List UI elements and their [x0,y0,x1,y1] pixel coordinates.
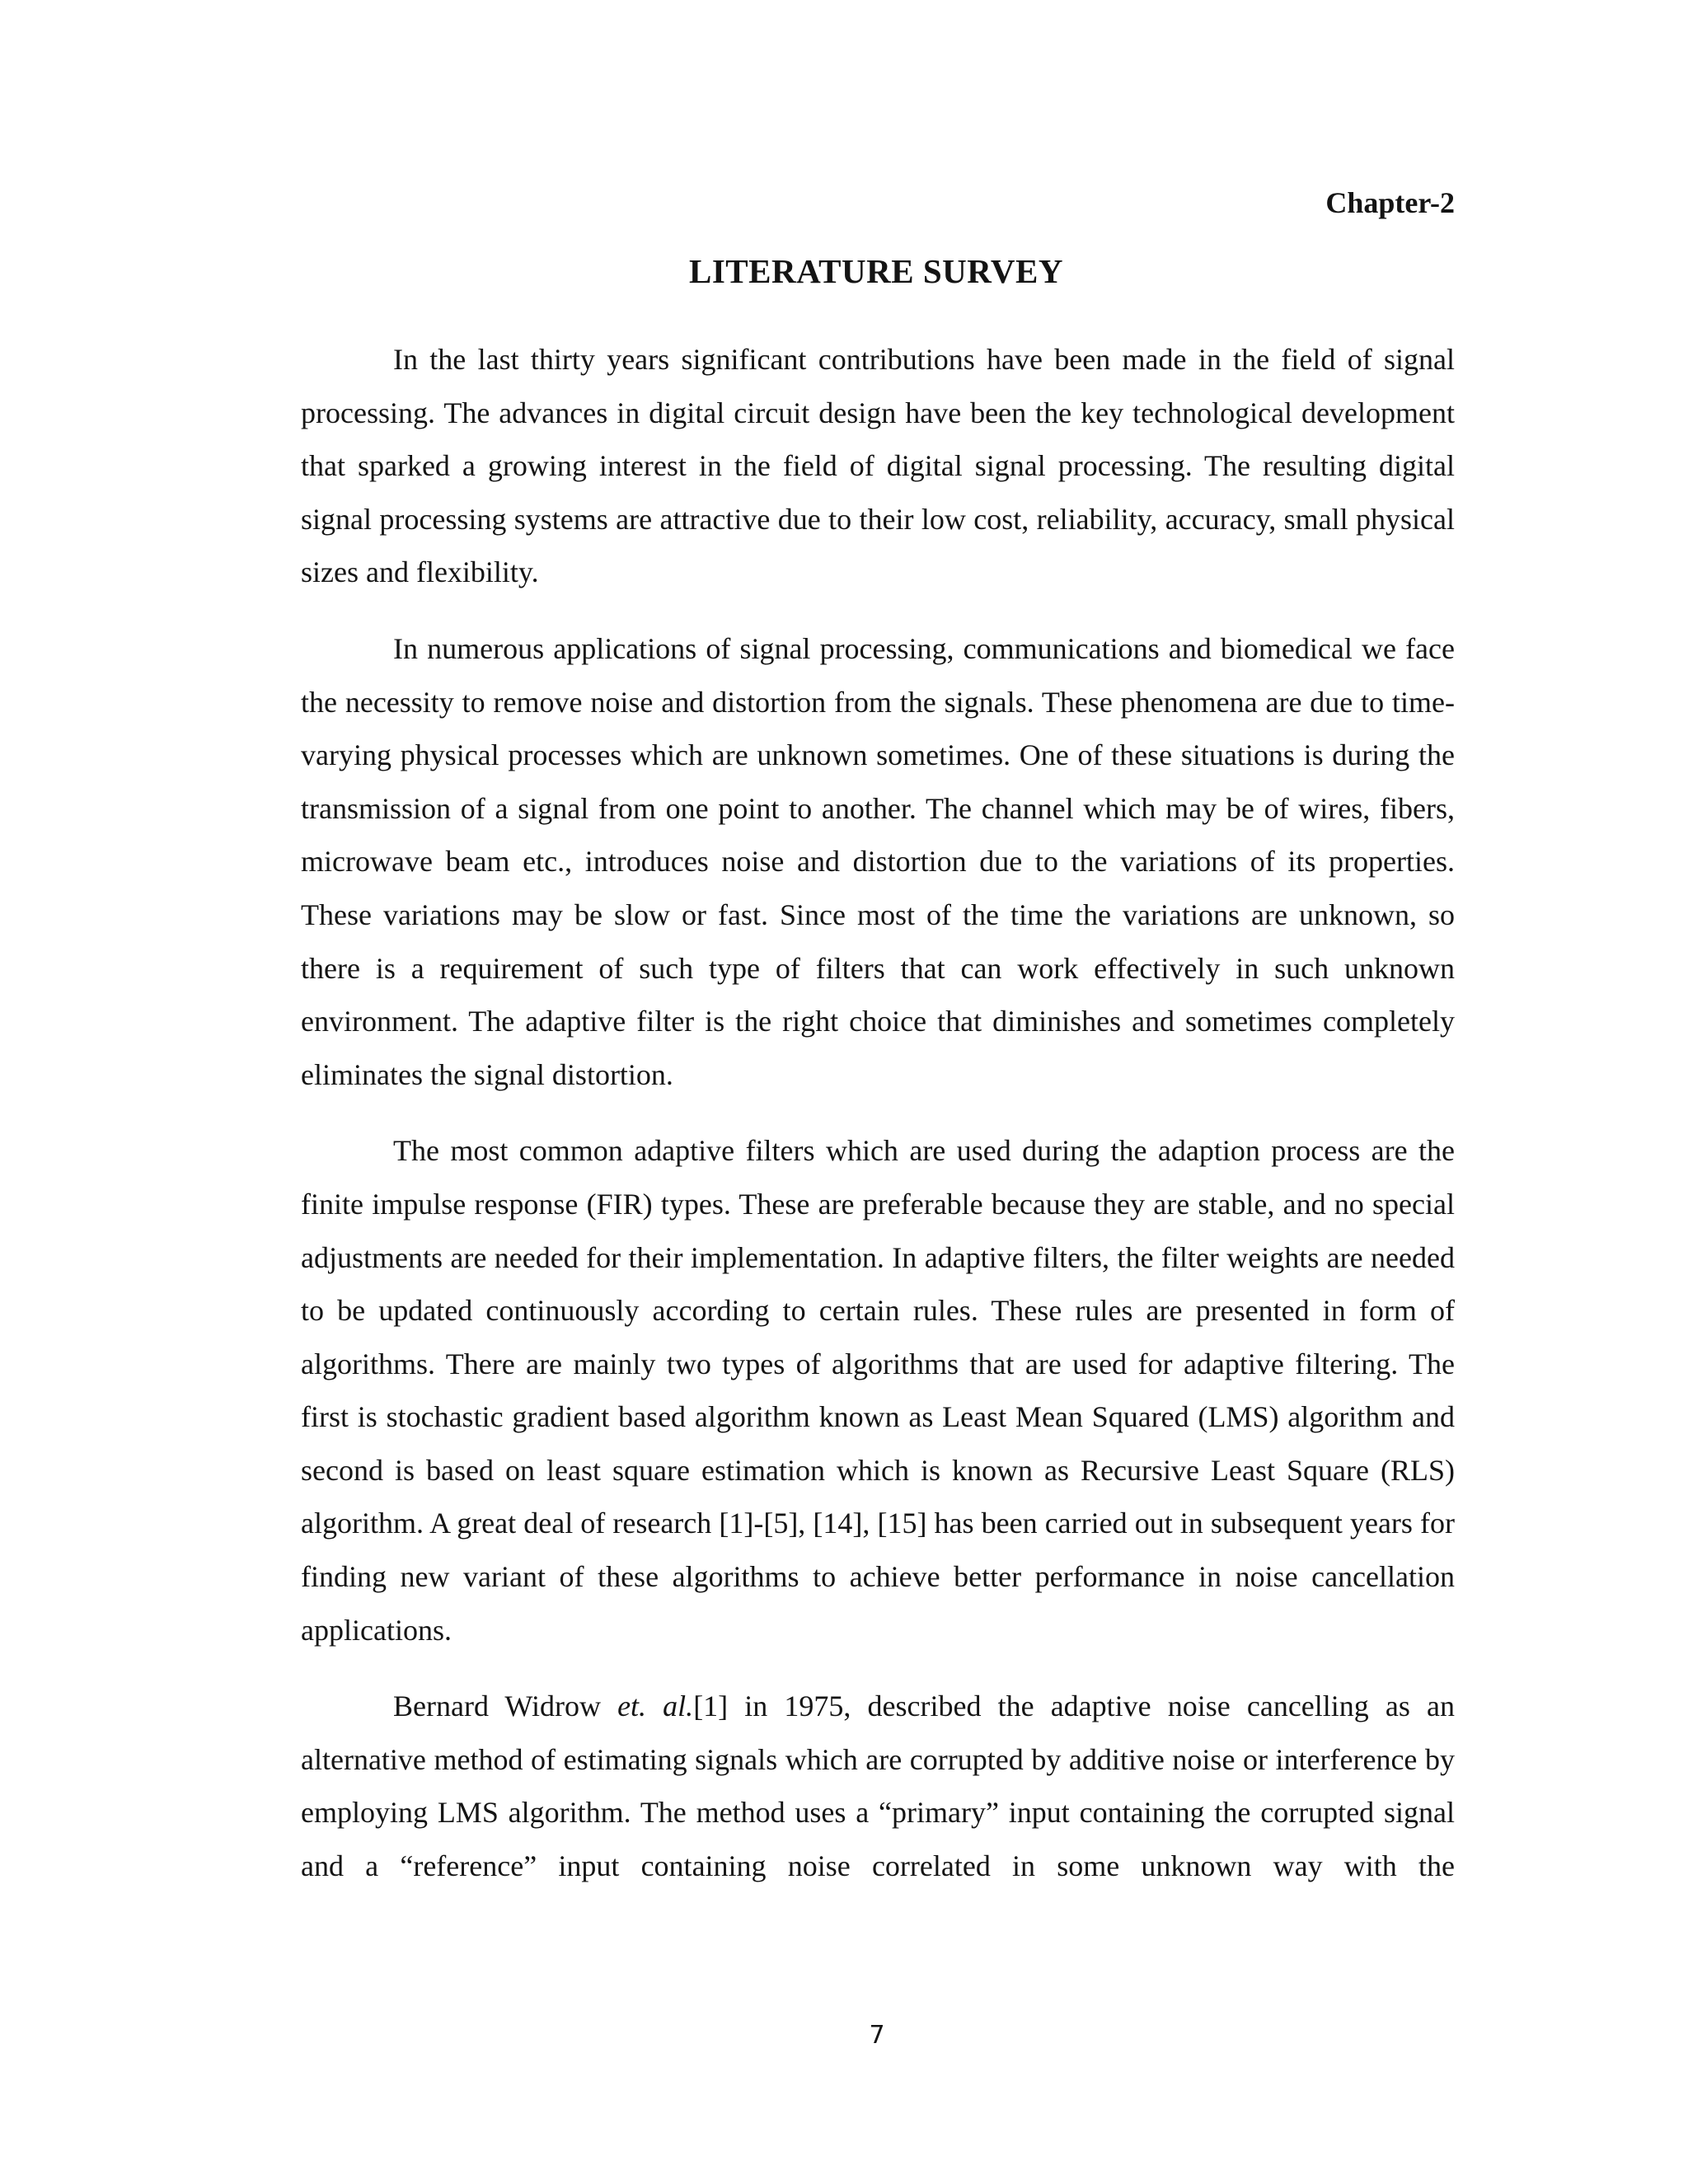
paragraph-adaptive-filters: The most common adaptive filters which are used during the adaption process are the finite impulse response (FIR) types. These are preferable because they are stable, and no special adjustments are needed for their implementation. In adaptive filters, the filter weights are needed to be updated continuously according to certain rules. These rules are presented in form of algorithms. There are mainly two types of algorithms that are used for adaptive filtering. The first is stochastic gradient based algorithm known as Least Mean Squared (LMS) algorithm and second is based on least square estimation which is known as Recursive Least Square (RLS) algorithm. A great deal of research [1]-[5], [14], [15] has been carried out in subsequent years for finding new variant of these algorithms to achieve better performance in noise cancellation applications. [301,1134,1455,1647]
page-number: 7 [869,2021,885,2050]
body-text [301,333,1455,1916]
chapter-label: Chapter-2 [1325,186,1455,219]
paragraph-widrow-rest: [1] in 1975, described the adaptive noise cancelling as an alternative method of estimating signals which are corrupted by additive noise or interference by employing LMS algorithm. The method uses a “primary” input containing the corrupted signal and a “reference” input containing noise correlated in some unknown way with the [301,1690,1455,1883]
paragraph-widrow-lead: Bernard Widrow [393,1690,618,1723]
paragraph-noise-distortion: In numerous applications of signal processing, communications and biomedical we face the necessity to remove noise and distortion from the signals. These phenomena are due to time-varying physical processes which are unknown sometimes. One of these situations is during the transmission of a signal from one point to another. The channel which may be of wires, fibers, microwave beam etc., introduces noise and distortion due to the variations of its properties. These variations may be slow or fast. Since most of the time the variations are unknown, so there is a requirement of such type of filters that can work effectively in such unknown environment. The adaptive filter is the right choice that diminishes and sometimes completely eliminates the signal distortion. [301,631,1455,1091]
section-title: LITERATURE SURVEY [689,252,1063,290]
paragraph-widrow-italic: et. al. [617,1690,694,1723]
paragraph-widrow [301,1680,1455,1892]
paragraph-intro: In the last thirty years significant contributions have been made in the field of signal processing. The advances in digital circuit design have been the key technological development that sparked a growing interest in the field of digital signal processing. The resulting digital signal processing systems are attractive due to their low cost, reliability, accuracy, small physical sizes and flexibility. [301,343,1455,589]
